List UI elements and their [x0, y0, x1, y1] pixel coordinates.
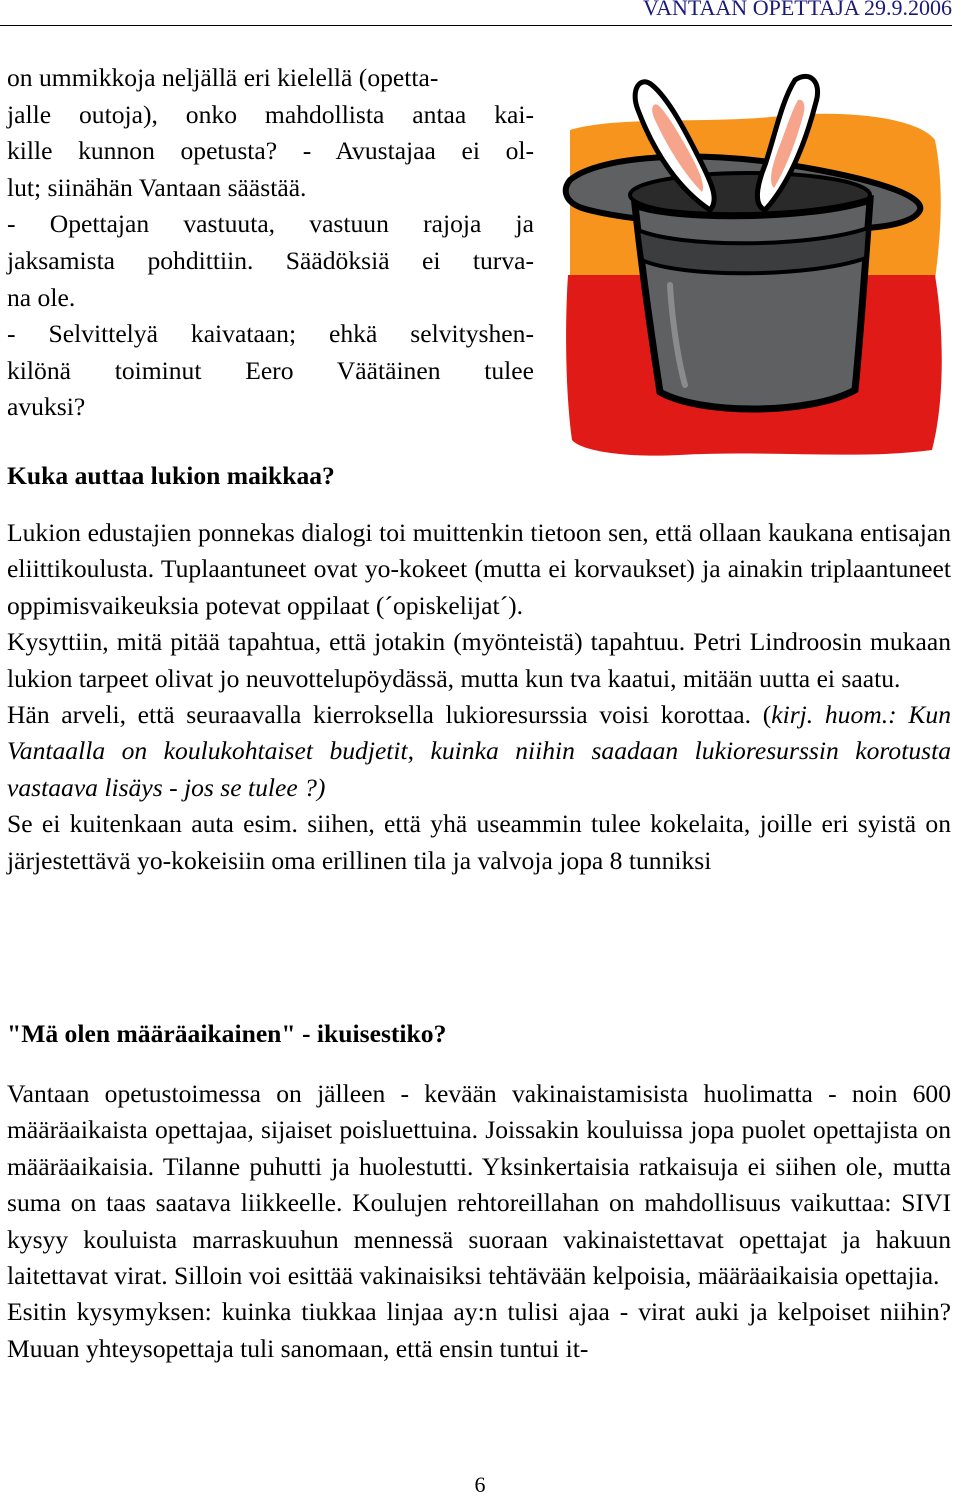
editor-note: kirj. huom.: Kun Vantaalla on koulukohtaiset budjetit, kuinka niihin saadaan lukioresurssin korotusta vastaava lisäys - jos se tulee ?): [7, 700, 951, 802]
intro-line: - Opettajan vastuuta, vastuun rajoja ja: [7, 209, 534, 239]
paragraph: Lukion edustajien ponnekas dialogi toi muittenkin tietoon sen, että ollaan kaukana entisajan eliittikoulusta. Tuplaantuneet ovat yo-kokeet (mutta ei korvaukset) ja ainakin triplaantuneet oppimisvaikeuksia potevat oppilaat (´opiskelijat´).: [7, 518, 951, 620]
paragraph: Vantaan opetustoimessa on jälleen - kevään vakinaistamisista huolimatta - noin 600 määräaikaista opettajaa, sijaiset poisluettuina. Joissakin kouluissa jopa puolet opettajista on määräaikaisia. Tilanne puhutti ja huolestutti. Yksinkertaisia ratkaisuja ei siihen ole, mutta suma on taas saatava liikkeelle. Koulujen rehtoreillahan on mahdollisuus vaikuttaa: SIVI kysyy kouluista marraskuuhun mennessä suoraan vakinaistettavat opettajat ja hakuun laitettavat virat. Silloin voi esittää vakinaisiksi tehtävään kelpoisia, määräaikaisia opettajia.: [7, 1079, 951, 1291]
section1-body: [7, 515, 951, 879]
intro-line: kilönä toiminut Eero Väätäinen tulee: [7, 355, 534, 385]
page-number: 6: [474, 1472, 486, 1497]
intro-line: na ole.: [7, 282, 76, 312]
intro-column: [7, 60, 534, 426]
paragraph-text: Hän arveli, että seuraavalla kierroksella lukioresurssia voisi korottaa. (: [7, 700, 772, 730]
intro-line: - Selvittelyä kaivataan; ehkä selvityshen-: [7, 319, 534, 349]
intro-line: lut; siinähän Vantaan säästää.: [7, 172, 307, 202]
page-header: [0, 0, 952, 26]
intro-line: jaksamista pohdittiin. Säädöksiä ei turva-: [7, 245, 534, 275]
section-heading: "Mä olen määräaikainen" - ikuisestiko?: [7, 1019, 447, 1048]
intro-line: kille kunnon opetusta? - Avustajaa ei ol-: [7, 136, 534, 166]
section2-body: [7, 1076, 951, 1367]
section-heading: Kuka auttaa lukion maikkaa?: [7, 461, 335, 490]
magic-hat-illustration: [560, 70, 945, 460]
intro-line: jalle outoja), onko mahdollista antaa kai-: [7, 99, 534, 129]
intro-line: avuksi?: [7, 392, 86, 422]
paragraph: Kysyttiin, mitä pitää tapahtua, että jotakin (myönteistä) tapahtuu. Petri Lindroosin mukaan lukion tarpeet olivat jo neuvottelupöydässä, mutta kun tva kaatui, mitään uutta ei saatu.: [7, 627, 951, 693]
paragraph: [7, 697, 951, 806]
paragraph: Esitin kysymyksen: kuinka tiukkaa linjaa ay:n tulisi ajaa - virat auki ja kelpoiset niihin? Muuan yhteysopettaja tuli sanomaan, että ensin tuntui it-: [7, 1297, 951, 1363]
paragraph: Se ei kuitenkaan auta esim. siihen, että yhä useammin tulee kokelaita, joille eri syistä on järjestettävä yo-kokeisiin oma erillinen tila ja valvoja jopa 8 tunniksi: [7, 809, 951, 875]
header-text: VANTAAN OPETTAJA 29.9.2006: [643, 0, 952, 20]
intro-line: on ummikkoja neljällä eri kielellä (opetta-: [7, 63, 439, 92]
